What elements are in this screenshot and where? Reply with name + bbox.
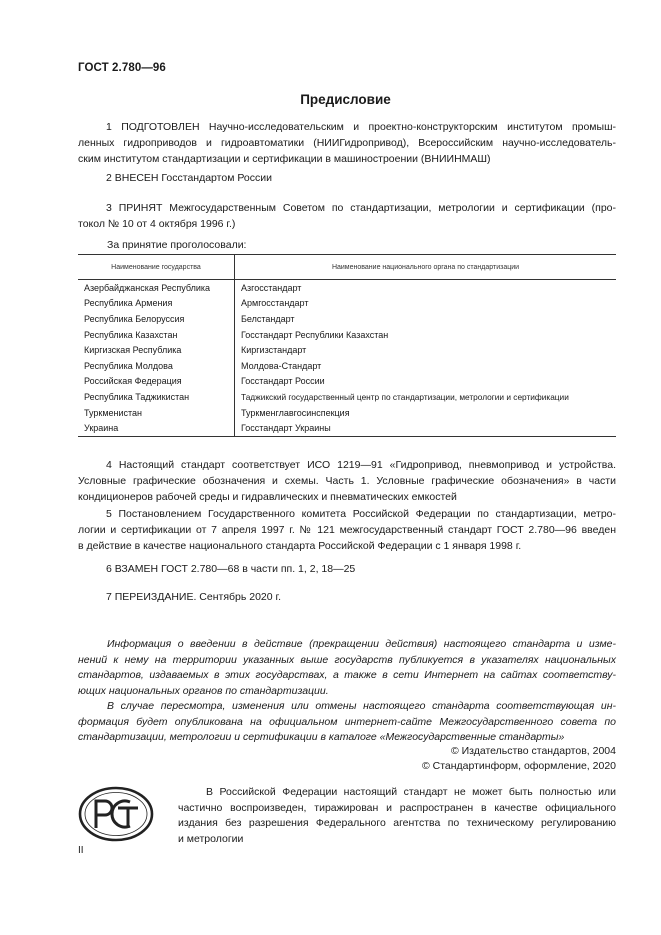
column-header-body: Наименование национального органа по стандартизации [235, 255, 617, 280]
standards-body-cell: Молдова-Стандарт [241, 360, 322, 371]
state-name-cell: Республика Белоруссия [78, 311, 235, 327]
state-name-cell: Азербайджанская Республика [78, 280, 235, 296]
state-name-cell: Республика Молдова [78, 358, 235, 374]
state-name-cell: Туркменистан [78, 405, 235, 421]
standards-body-cell: Таджикский государственный центр по стандартизации, метрологии и сертификации [241, 391, 569, 402]
state-name-cell: Республика Армения [78, 296, 235, 312]
table-row [78, 389, 616, 405]
standards-body-cell: Армгосстандарт [241, 298, 309, 309]
state-name-cell: Республика Таджикистан [78, 389, 235, 405]
member-states-table [78, 254, 616, 437]
standards-body-cell: Киргизстандарт [241, 345, 307, 356]
page-title: Предисловие [300, 92, 391, 107]
paragraph-2: 2 ВНЕСЕН Госстандартом России [106, 172, 272, 184]
copyright-publisher: © Издательство стандартов, 2004 [450, 745, 616, 757]
table-row [78, 342, 616, 358]
table-header-row [78, 255, 616, 280]
paragraph-6: 6 ВЗАМЕН ГОСТ 2.780—68 в части пп. 1, 2, 18—25 [106, 563, 356, 575]
rst-logo [78, 786, 154, 842]
page-number: II [78, 845, 84, 856]
standards-body-cell: Туркменглавгосинспекция [241, 407, 350, 418]
table-row [78, 358, 616, 374]
table-row [78, 420, 616, 436]
rf-notice: В Российской Федерации настоящий стандарт не может быть полностью или частично воспроизведен, тиражирован и распространен в качестве официального издания без разрешения Федерального агентства по техническому регулированию и метрологии [178, 786, 616, 845]
standards-body-cell: Госстандарт Украины [235, 420, 617, 436]
table-row [78, 374, 616, 390]
standards-body-cell: Госстандарт Республики Казахстан [241, 329, 389, 340]
info-revision: В случае пересмотра, изменения или отмены настоящего стандарта соответствующая ин- формация будет опубликована на официальном интернет-сайте Межгосударственного совета по стандартизации, метрологии и сертификации в каталоге «Межгосударственные стандарты» [78, 700, 616, 743]
paragraph-4: 4 Настоящий стандарт соответствует ИСО 1219—91 «Гидропривод, пневмопривод и устройства. Условные графические обозначения и схемы. Часть 1. Условные графические обозначения» в части кондиционеров рабочей среды и гидравлических и пневматических емкостей [78, 459, 616, 503]
info-introduction: Информация о введении в действие (прекращении действия) настоящего стандарта и изме- нений к нему на территории указанных выше государств публикуется в указателях национальных стандартов, издаваемых в этих государствах, а также в сети Интернет на сайтах соответству- ющих национальных органов по стандартизации. [78, 638, 616, 697]
state-name-cell: Российская Федерация [78, 374, 235, 390]
document-code: ГОСТ 2.780—96 [78, 62, 166, 74]
paragraph-1: 1 ПОДГОТОВЛЕН Научно-исследовательским и проектно-конструкторским институтом промыш- ленных гидроприводов и гидроавтоматики (НИИГидропривод), Всероссийским научно-исследователь- ским институтом стандартизации и сертификации в машиностроении (ВНИИНМАШ) [78, 121, 616, 165]
table-row [78, 280, 616, 296]
standards-body-cell: Азгосстандарт [241, 282, 302, 293]
state-name-cell: Киргизская Республика [78, 342, 235, 358]
vote-label: За принятие проголосовали: [107, 239, 247, 251]
standards-body-cell: Белстандарт [241, 313, 295, 324]
standards-body-cell: Госстандарт России [241, 376, 325, 387]
state-name-cell: Украина [78, 420, 235, 436]
table-row [78, 327, 616, 343]
paragraph-3: 3 ПРИНЯТ Межгосударственным Советом по стандартизации, метрологии и сертификации (про- токол № 10 от 4 октября 1996 г.) [78, 202, 616, 230]
column-header-state: Наименование государства [78, 255, 235, 280]
table-row [78, 311, 616, 327]
copyright-design: © Стандартинформ, оформление, 2020 [421, 760, 616, 772]
table-row [78, 296, 616, 312]
table-row [78, 405, 616, 421]
paragraph-7: 7 ПЕРЕИЗДАНИЕ. Сентябрь 2020 г. [106, 591, 281, 603]
paragraph-5: 5 Постановлением Государственного комитета Российской Федерации по стандартизации, метро- логии и сертификации от 7 апреля 1997 г. № 121 межгосударственный стандарт ГОСТ 2.780—96 введен в действие в качестве национального стандарта Российской Федерации с 1 января 1998 г. [78, 508, 616, 552]
state-name-cell: Республика Казахстан [78, 327, 235, 343]
